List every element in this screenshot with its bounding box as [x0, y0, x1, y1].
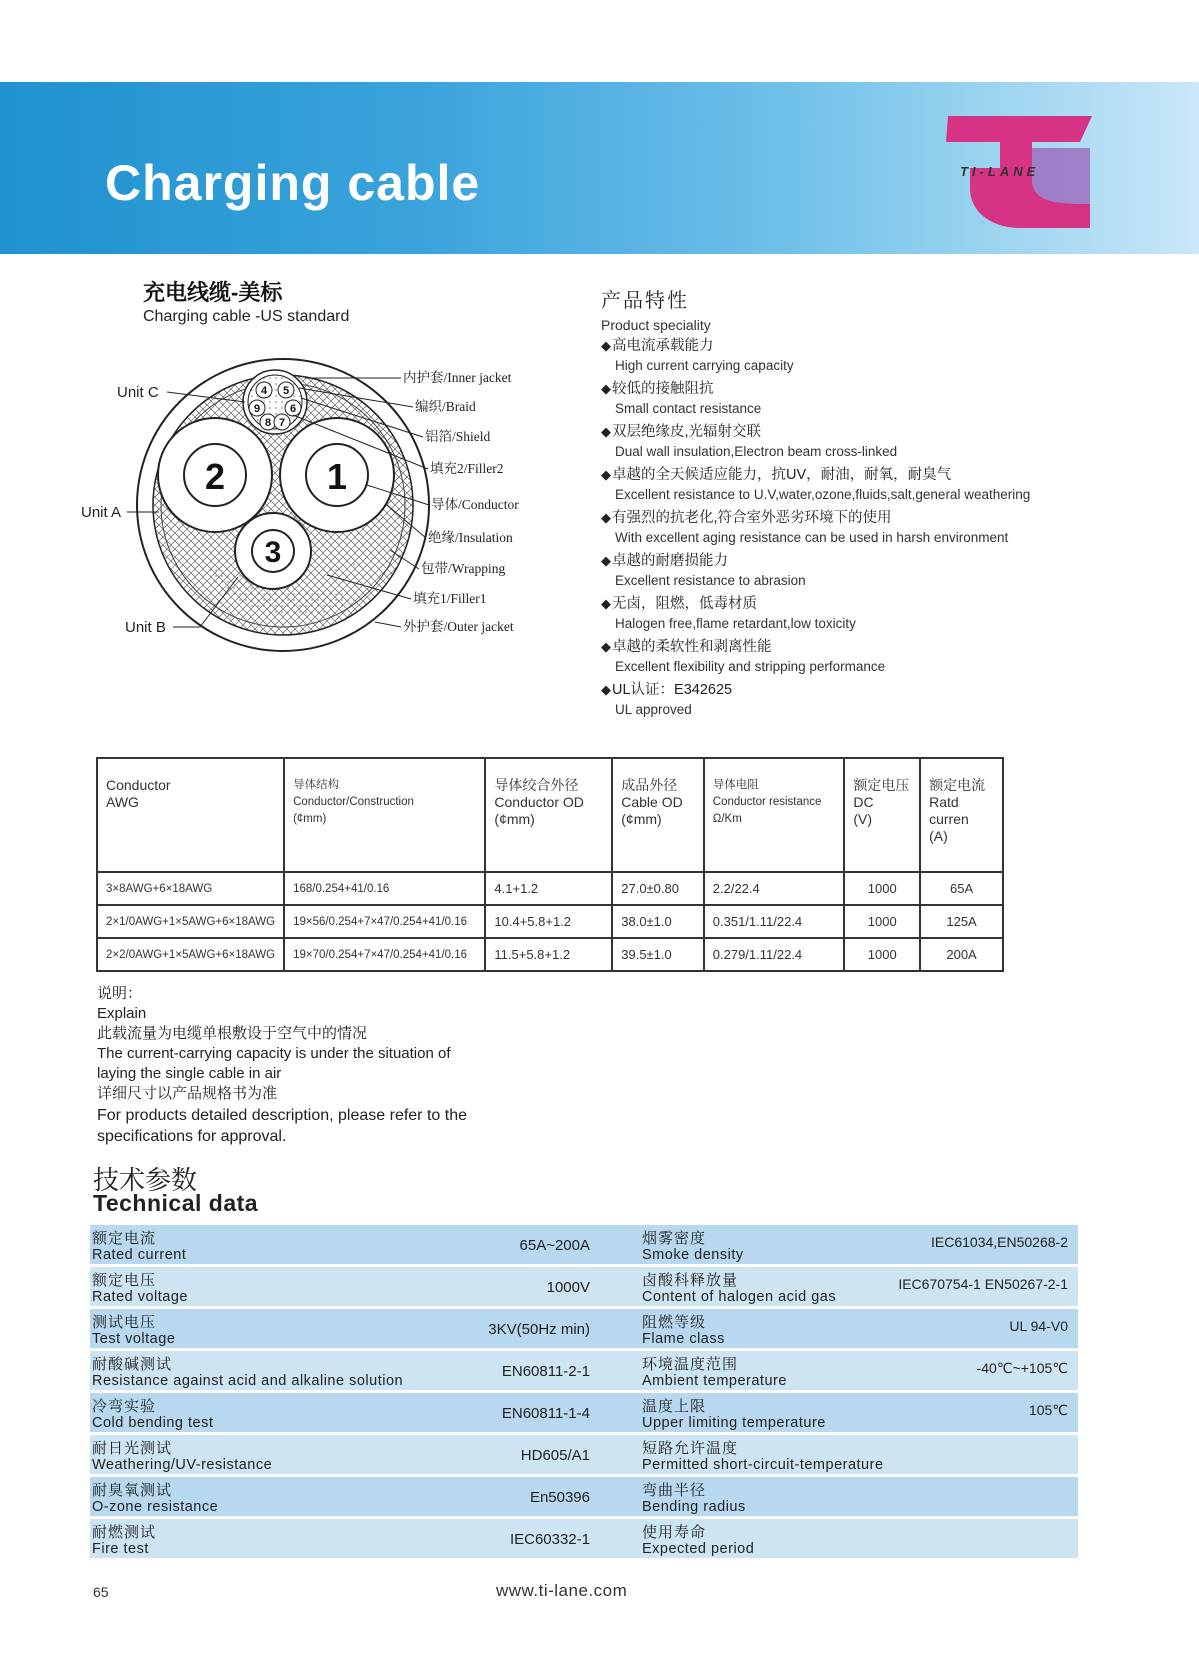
tech-value: UL 94-V0	[1009, 1318, 1068, 1334]
speciality-item-cn: ◆ 卓越的耐磨损能力	[601, 551, 1161, 571]
explain-line: For products detailed description, please refer to the	[97, 1107, 467, 1124]
speciality-item-cn: ◆ 卓越的柔软性和剥离性能	[601, 637, 1161, 657]
speciality-item-en: Excellent resistance to abrasion	[615, 573, 806, 588]
header-line: Cable OD	[621, 794, 683, 810]
tech-label-en: Ambient temperature	[642, 1373, 787, 1389]
explain-line: 详细尺寸以产品规格书为准	[97, 1085, 278, 1102]
speciality-item	[601, 465, 1161, 505]
tech-label-en: Weathering/UV-resistance	[92, 1457, 273, 1473]
table-cell: 168/0.254+41/0.16	[284, 872, 485, 905]
tech-row	[610, 1519, 1078, 1561]
product-title-cn: 充电线缆-美标	[143, 280, 283, 305]
product-title-en: Charging cable -US standard	[143, 308, 350, 325]
tech-label-en: Test voltage	[92, 1331, 176, 1347]
header-cell	[485, 758, 612, 872]
speciality-item-en: With excellent aging resistance can be used in harsh environment	[615, 530, 1009, 545]
header-cell	[612, 758, 704, 872]
explain-line: 说明：	[97, 985, 143, 1002]
tech-value: 3KV(50Hz min)	[488, 1321, 590, 1338]
tech-row	[610, 1267, 1078, 1309]
callout-shield: 铝箔/Shield	[425, 429, 491, 444]
tech-label-cn: 耐臭氧测试	[92, 1482, 173, 1499]
tech-label-cn: 冷弯实验	[92, 1398, 157, 1415]
tech-label-en: Rated voltage	[92, 1289, 188, 1305]
speciality-item-cn: ◆ 卓越的全天候适应能力，抗UV，耐油，耐氧，耐臭气	[601, 465, 1161, 485]
tech-value: EN60811-2-1	[501, 1363, 590, 1380]
header-line: DC	[853, 794, 874, 810]
speciality-item-en: Excellent resistance to U.V,water,ozone,fluids,salt,general weathering	[615, 487, 1031, 502]
tech-label-cn: 环境温度范围	[642, 1356, 739, 1373]
speciality-item	[601, 422, 1161, 462]
tech-row	[90, 1435, 610, 1477]
speciality-title-cn: 产品特性	[601, 290, 689, 312]
header-line: (V)	[853, 811, 872, 827]
speciality-item	[601, 551, 1161, 591]
tech-label-cn: 额定电流	[92, 1230, 157, 1247]
tech-value: EN60811-1-4	[501, 1405, 590, 1422]
table-cell: 2.2/22.4	[704, 872, 845, 905]
tech-row	[610, 1309, 1078, 1351]
tech-label-en: Flame class	[642, 1331, 725, 1347]
header-line: 导体结构	[293, 779, 340, 791]
tech-row	[90, 1267, 610, 1309]
table-cell: 125A	[920, 905, 1003, 938]
header-cell	[97, 758, 284, 872]
explain-line: laying the single cable in air	[97, 1065, 282, 1082]
tech-value: IEC61034,EN50268-2	[931, 1234, 1068, 1250]
speciality-item-en: Excellent flexibility and stripping performance	[615, 659, 886, 674]
speciality-item	[601, 594, 1161, 634]
tech-label-en: Expected period	[642, 1541, 755, 1557]
callout-inner-jacket: 内护套/Inner jacket	[403, 370, 512, 385]
core-number-2: 2	[204, 456, 226, 497]
table-cell: 4.1+1.2	[485, 872, 612, 905]
tech-label-en: Rated current	[92, 1247, 187, 1263]
tech-value: 1000V	[546, 1279, 590, 1296]
table-cell: 2×2/0AWG+1×5AWG+6×18AWG	[97, 938, 284, 971]
core-number-8: 8	[264, 417, 272, 429]
speciality-item	[601, 336, 1161, 376]
table-cell: 27.0±0.80	[612, 872, 704, 905]
header-banner	[0, 82, 1199, 254]
core-number-6: 6	[289, 403, 297, 415]
table-cell: 1000	[844, 938, 920, 971]
tech-label-en: Smoke density	[642, 1247, 744, 1263]
table-row	[97, 872, 1003, 905]
table-cell: 1000	[844, 905, 920, 938]
table-cell: 3×8AWG+6×18AWG	[97, 872, 284, 905]
callout-conductor: 导体/Conductor	[431, 497, 519, 512]
table-cell: 2×1/0AWG+1×5AWG+6×18AWG	[97, 905, 284, 938]
tech-label-en: Bending radius	[642, 1499, 746, 1515]
table-cell: 19×70/0.254+7×47/0.254+41/0.16	[284, 938, 485, 971]
tech-row	[610, 1477, 1078, 1519]
technical-title-cn: 技术参数	[93, 1165, 198, 1195]
tech-label-en: Upper limiting temperature	[642, 1415, 826, 1431]
core-number-9: 9	[253, 403, 261, 415]
header-line: 额定电压	[853, 777, 910, 793]
tech-row	[90, 1225, 610, 1267]
header-line: 导体绞合外径	[494, 777, 579, 793]
technical-title-en: Technical data	[93, 1190, 259, 1216]
tech-row	[90, 1393, 610, 1435]
tech-label-en: Cold bending test	[92, 1415, 214, 1431]
table-cell: 10.4+5.8+1.2	[485, 905, 612, 938]
tech-row	[610, 1435, 1078, 1477]
tech-value: 105℃	[1028, 1402, 1068, 1418]
table-cell: 19×56/0.254+7×47/0.254+41/0.16	[284, 905, 485, 938]
header-line: (¢mm)	[293, 813, 327, 825]
banner-title: Charging cable	[105, 155, 481, 211]
tech-label-cn: 烟雾密度	[642, 1230, 707, 1247]
header-cell	[844, 758, 920, 872]
tech-label-cn: 耐日光测试	[92, 1440, 173, 1457]
table-header-row	[97, 758, 1003, 872]
header-line: 导体电阻	[712, 779, 759, 791]
header-cell	[920, 758, 1003, 872]
unit-a-label: Unit A	[81, 504, 122, 521]
callout-insulation: 绝缘/Insulation	[428, 530, 513, 545]
tech-value: 65A~200A	[519, 1237, 590, 1254]
tech-value: -40℃~+105℃	[976, 1360, 1068, 1376]
speciality-item-cn: ◆ 无卤，阻燃，低毒材质	[601, 594, 1161, 614]
tech-label-en: Fire test	[92, 1541, 149, 1557]
spec-table	[96, 757, 1004, 972]
header-line: Ω/Km	[712, 813, 742, 825]
tech-row	[610, 1225, 1078, 1267]
ti-lane-logo	[940, 108, 1100, 232]
speciality-item-en: Halogen free,flame retardant,low toxicity	[615, 616, 856, 631]
header-line: Conductor resistance	[712, 796, 822, 808]
core-number-5: 5	[282, 385, 290, 397]
tech-label-cn: 额定电压	[92, 1272, 157, 1289]
product-speciality	[601, 284, 1161, 720]
tech-label-cn: 耐酸碱测试	[92, 1356, 173, 1373]
tech-label-cn: 耐燃测试	[92, 1524, 157, 1541]
header-line: Ratd curren	[929, 794, 969, 827]
speciality-item	[601, 680, 1161, 720]
tech-label-cn: 阻燃等级	[642, 1314, 707, 1331]
speciality-item	[601, 637, 1161, 677]
tech-row	[610, 1393, 1078, 1435]
explain-line: 此载流量为电缆单根敷设于空气中的情况	[97, 1025, 368, 1042]
callout-outer-jacket: 外护套/Outer jacket	[403, 619, 514, 634]
table-cell: 200A	[920, 938, 1003, 971]
tech-label-cn: 温度上限	[642, 1398, 707, 1415]
tech-value: HD605/A1	[520, 1447, 590, 1464]
core-number-1: 1	[326, 456, 348, 497]
table-row	[97, 905, 1003, 938]
speciality-item	[601, 379, 1161, 419]
explain-line: The current-carrying capacity is under the situation of	[97, 1045, 451, 1062]
tech-value: IEC670754-1 EN50267-2-1	[898, 1276, 1068, 1292]
callout-filler2: 填充2/Filler2	[430, 461, 504, 476]
tech-value: IEC60332-1	[509, 1531, 590, 1548]
tech-label-cn: 使用寿命	[642, 1524, 707, 1541]
table-cell: 0.351/1.11/22.4	[704, 905, 845, 938]
tech-label-cn: 卤酸科释放量	[642, 1272, 739, 1289]
speciality-item-cn: ◆ UL认证：E342625	[601, 680, 1161, 700]
speciality-item-en: Small contact resistance	[615, 401, 762, 416]
website-link[interactable]: www.ti-lane.com	[496, 1581, 628, 1600]
tech-label-en: Permitted short-circuit-temperature	[642, 1457, 884, 1473]
speciality-item-en: UL approved	[615, 702, 692, 717]
logo-text: TI-LANE	[960, 164, 1040, 179]
header-line: 额定电流	[929, 777, 986, 793]
tech-label-en: O-zone resistance	[92, 1499, 219, 1515]
speciality-title-en: Product speciality	[601, 317, 711, 333]
explain-notes	[97, 984, 557, 1146]
header-line: AWG	[106, 794, 139, 810]
table-cell: 11.5+5.8+1.2	[485, 938, 612, 971]
header-line: Conductor OD	[494, 794, 584, 810]
unit-b-label: Unit B	[125, 619, 166, 636]
table-cell: 38.0±1.0	[612, 905, 704, 938]
core-number-3: 3	[264, 536, 282, 569]
unit-c-label: Unit C	[117, 384, 159, 401]
callout-braid: 编织/Braid	[415, 399, 476, 414]
speciality-item-cn: ◆ 高电流承载能力	[601, 336, 1161, 356]
tech-label-cn: 测试电压	[92, 1314, 157, 1331]
core-number-7: 7	[278, 417, 286, 429]
speciality-item-cn: ◆ 双层绝缘皮,光辐射交联	[601, 422, 1161, 442]
tech-row	[90, 1477, 610, 1519]
header-line: (A)	[929, 828, 948, 844]
callout-wrapping: 包带/Wrapping	[421, 561, 506, 576]
header-line: 成品外径	[621, 777, 678, 793]
speciality-item-en: Dual wall insulation,Electron beam cross-linked	[615, 444, 898, 459]
header-line: (¢mm)	[621, 811, 662, 827]
table-cell: 39.5±1.0	[612, 938, 704, 971]
table-cell: 65A	[920, 872, 1003, 905]
tech-row	[90, 1309, 610, 1351]
technical-data-grid	[90, 1225, 1078, 1561]
speciality-item	[601, 508, 1161, 548]
explain-line: Explain	[97, 1005, 147, 1022]
tech-row	[90, 1351, 610, 1393]
tech-row	[610, 1351, 1078, 1393]
tech-value: En50396	[529, 1489, 590, 1506]
explain-line: specifications for approval.	[97, 1128, 287, 1145]
header-cell	[704, 758, 845, 872]
header-line: Conductor/Construction	[293, 796, 414, 808]
header-cell	[284, 758, 485, 872]
tech-row	[90, 1519, 610, 1561]
table-cell: 1000	[844, 872, 920, 905]
cable-cross-section-diagram	[75, 345, 595, 675]
tech-label-en: Content of halogen acid gas	[642, 1289, 837, 1305]
speciality-item-cn: ◆ 有强烈的抗老化,符合室外恶劣环境下的使用	[601, 508, 1161, 528]
callout-filler1: 填充1/Filler1	[413, 591, 487, 606]
header-line: Conductor	[106, 777, 171, 793]
core-number-4: 4	[260, 385, 268, 397]
tech-label-cn: 弯曲半径	[642, 1482, 707, 1499]
tech-label-cn: 短路允许温度	[642, 1440, 739, 1457]
speciality-item-cn: ◆ 较低的接触阻抗	[601, 379, 1161, 399]
speciality-item-en: High current carrying capacity	[615, 358, 794, 373]
header-line: (¢mm)	[494, 811, 535, 827]
tech-label-en: Resistance against acid and alkaline solution	[92, 1373, 404, 1389]
table-row	[97, 938, 1003, 971]
page-number: 65	[93, 1584, 109, 1600]
table-cell: 0.279/1.11/22.4	[704, 938, 845, 971]
